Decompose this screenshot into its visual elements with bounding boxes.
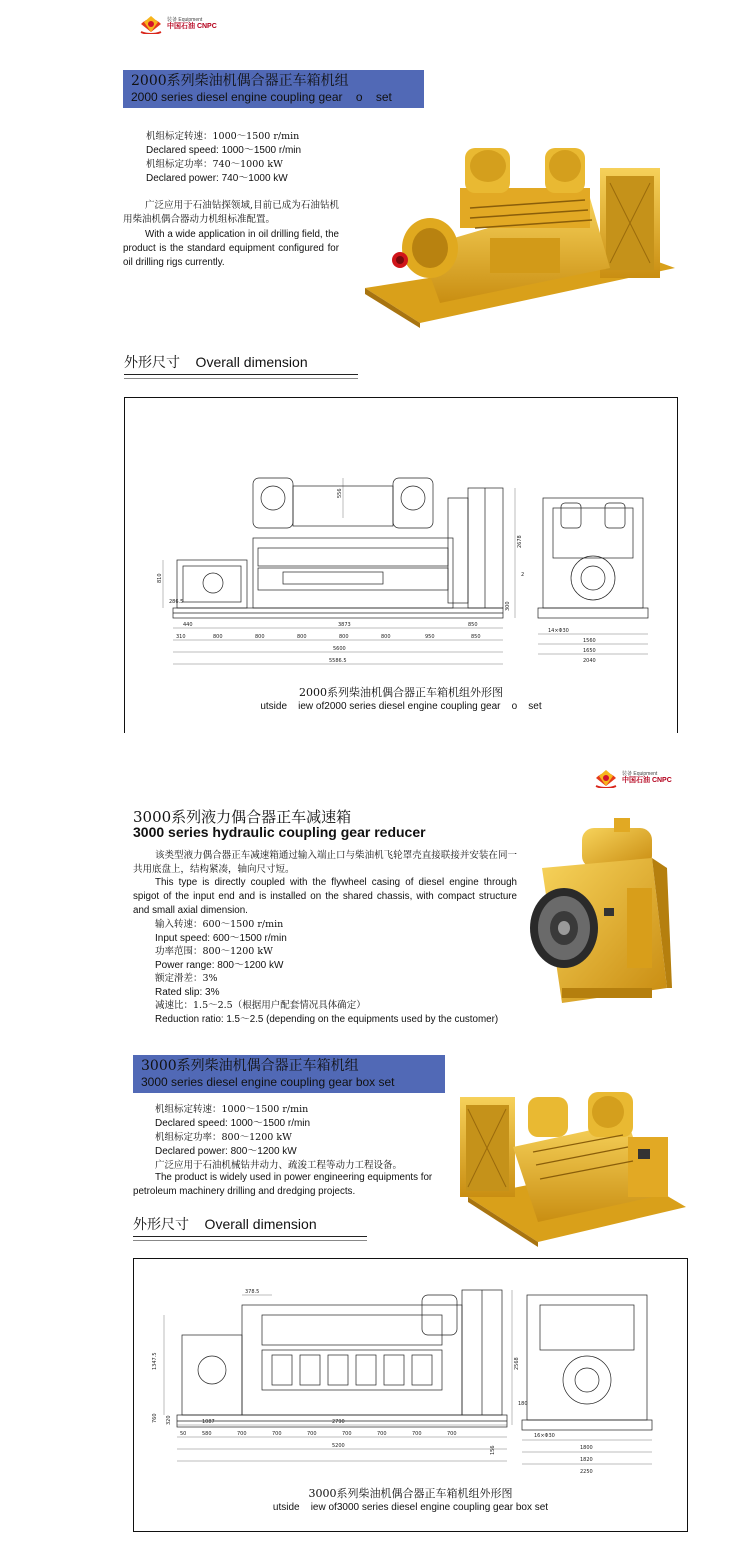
spec-line: Power range: 800～1200 kW	[155, 959, 284, 971]
dim-label: 14×Φ30	[548, 628, 569, 634]
dim-label: 1820	[580, 1457, 593, 1463]
section2-title-zh: 3000系列液力偶合器正车减速箱	[133, 808, 352, 826]
section1-drawing-frame	[124, 397, 678, 733]
section3-heading-rule2	[133, 1240, 367, 1241]
generator-set-photo-2000	[360, 128, 678, 328]
dim-label: 2790	[332, 1419, 345, 1425]
dim-label: 3873	[338, 622, 351, 628]
logo-small-text: 装备 Equipment	[167, 16, 203, 23]
section2-ratio-en: Reduction ratio: 1.5～2.5 (depending on the equipments used by the customer)	[155, 1014, 499, 1025]
section2-title-en: 3000 series hydraulic coupling gear reducer	[133, 824, 426, 840]
dim-label: 5600	[333, 646, 346, 652]
caption-zh: 2000系列柴油机偶合器正车箱机组外形图	[299, 686, 503, 699]
dim-label: 850	[468, 622, 478, 628]
dim-label: 810	[157, 573, 163, 583]
spec-line: 机组标定转速：1000～1500 r/min	[146, 131, 300, 142]
section1-heading-rule2	[124, 378, 358, 379]
logo-main-text: 中国石油 CNPC	[167, 22, 217, 30]
dim-label: 2678	[517, 535, 523, 548]
dim-label: 310	[176, 634, 186, 640]
dim-label: 700	[237, 1431, 247, 1437]
section3-drawing-caption	[134, 1487, 687, 1515]
section3-drawing-frame	[133, 1258, 688, 1532]
dim-label: 50	[180, 1431, 187, 1437]
dim-label: 800	[213, 634, 223, 640]
section1-heading-rule	[124, 374, 358, 375]
cnpc-logo	[594, 768, 672, 788]
spec-line: 减速比：1.5～2.5（根据用户配套情况具体确定）	[155, 1000, 366, 1011]
section1-title-zh: 2000系列柴油机偶合器正车箱机组	[131, 73, 349, 89]
section3-desc-en: The product is widely used in power engineering equipments for petroleum machinery drilling and dredging projects.	[133, 1172, 433, 1197]
spec-line: 额定滑差：3%	[155, 973, 218, 984]
section3-heading-rule	[133, 1236, 367, 1237]
dim-label: 700	[377, 1431, 387, 1437]
dim-label: 5586.5	[329, 658, 347, 664]
section3-title-zh: 3000系列柴油机偶合器正车箱机组	[141, 1058, 359, 1074]
section3-specs	[155, 1103, 465, 1173]
spec-line: Declared speed: 1000～1500 r/min	[146, 145, 302, 156]
dim-label: 156	[490, 1445, 496, 1455]
section1-dimension-drawing	[143, 468, 663, 678]
section2-desc-en: This type is directly coupled with the flywheel casing of diesel engine through spigot of the input end and is installed on the shared chassis, with compact structure and small axial dimension.	[133, 877, 517, 916]
dim-label: 1087	[202, 1419, 215, 1425]
dim-label: 300	[505, 601, 511, 611]
section2-desc-zh: 该类型液力偶合器正车减速箱通过输入端止口与柴油机飞轮罩壳直接联接并安装在同一共用底盘上，结构紧凑，轴向尺寸短。	[133, 850, 517, 875]
spec-line: 机组标定功率：740～1000 kW	[146, 159, 283, 170]
dim-label: 1800	[580, 1445, 593, 1451]
spec-line: Input speed: 600～1500 r/min	[155, 932, 287, 944]
section3-title-en: 3000 series diesel engine coupling gear box set	[141, 1075, 395, 1089]
spec-line: 机组标定转速：1000～1500 r/min	[155, 1104, 309, 1115]
logo-small-text: 装备 Equipment	[622, 770, 658, 777]
dim-label: 2040	[583, 658, 596, 664]
section1-specs	[146, 130, 366, 186]
caption-en: utside iew of3000 series diesel engine coupling gear box set	[272, 1502, 549, 1513]
dim-label: 800	[297, 634, 307, 640]
dim-label: 850	[471, 634, 481, 640]
dim-label: 700	[307, 1431, 317, 1437]
section1-title-en: 2000 series diesel engine coupling gear o set	[131, 90, 392, 104]
section1-dimension-heading: 外形尺寸 Overall dimension	[124, 354, 308, 370]
dim-label: 700	[342, 1431, 352, 1437]
dim-label: 950	[425, 634, 435, 640]
dim-label: 320	[166, 1415, 172, 1425]
dim-label: 2568	[514, 1357, 520, 1370]
spec-line: 广泛应用于石油机械钻井动力、疏浚工程等动力工程设备。	[155, 1160, 403, 1171]
spec-line: Declared power: 800～1200 kW	[155, 1146, 297, 1157]
dim-label: 700	[447, 1431, 457, 1437]
section1-title-box	[123, 70, 424, 108]
dim-label: 1347.5	[152, 1352, 158, 1370]
dim-label: 286.5	[169, 599, 184, 605]
cnpc-sun-icon	[139, 14, 163, 34]
dim-label: 2250	[580, 1469, 593, 1475]
dim-label: 180	[518, 1401, 528, 1407]
dim-label: 5200	[332, 1443, 345, 1449]
spec-line: Rated slip: 3%	[155, 986, 220, 998]
gear-reducer-photo-3000	[522, 818, 672, 1013]
section3-title-box	[133, 1055, 445, 1093]
dim-label: 16×Φ30	[534, 1433, 555, 1439]
section1-desc-en: With a wide application in oil drilling field, the product is the standard equipment configured for oil drilling rigs currently.	[123, 229, 339, 268]
dim-label: 1560	[583, 638, 596, 644]
logo-main-text: 中国石油 CNPC	[622, 776, 672, 784]
cnpc-logo	[139, 14, 217, 34]
section1-desc-zh: 广泛应用于石油钻探领域,目前已成为石油钻机用柴油机偶合器动力机组标准配置。	[123, 200, 339, 225]
spec-line: 功率范围：800～1200 kW	[155, 946, 273, 957]
dim-label: 2	[521, 572, 525, 578]
section3-dimension-drawing	[142, 1275, 682, 1485]
section2-specs	[155, 918, 515, 1013]
dim-label: 800	[381, 634, 391, 640]
spec-line: 输入转速：600～1500 r/min	[155, 919, 284, 930]
dim-label: 1650	[583, 648, 596, 654]
caption-zh: 3000系列柴油机偶合器正车箱机组外形图	[308, 1487, 513, 1500]
dim-label: 800	[255, 634, 265, 640]
section3-dimension-heading: 外形尺寸 Overall dimension	[133, 1216, 317, 1232]
cnpc-sun-icon	[594, 768, 618, 788]
dim-label: 760	[152, 1413, 158, 1423]
dim-label: 580	[202, 1431, 212, 1437]
generator-set-photo-3000	[458, 1087, 688, 1247]
dim-label: 440	[183, 622, 193, 628]
dim-label: 378.5	[245, 1289, 260, 1295]
dim-label: 800	[339, 634, 349, 640]
spec-line: 机组标定功率：800～1200 kW	[155, 1132, 292, 1143]
spec-line: Declared speed: 1000～1500 r/min	[155, 1118, 311, 1129]
dim-label: 556	[337, 488, 343, 498]
caption-en: utside iew of2000 series diesel engine coupling gear o set	[260, 701, 542, 712]
spec-line: Declared power: 740～1000 kW	[146, 173, 288, 184]
dim-label: 700	[412, 1431, 422, 1437]
section1-drawing-caption	[125, 686, 677, 714]
dim-label: 700	[272, 1431, 282, 1437]
